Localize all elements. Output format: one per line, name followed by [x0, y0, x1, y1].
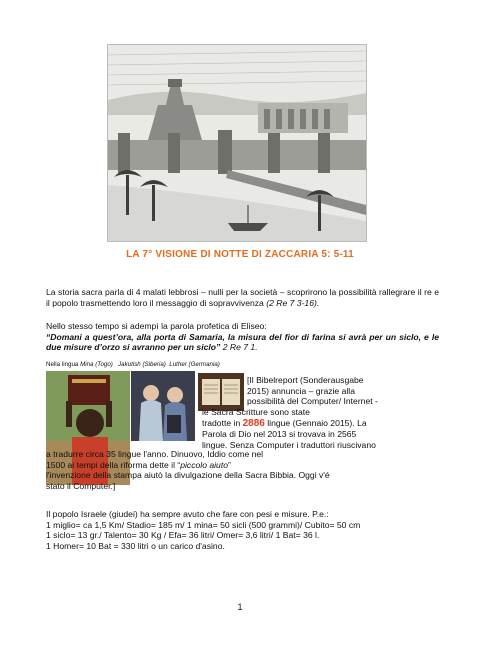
- bibelreport-line-5: [202, 418, 439, 430]
- bibelreport-line-1: [Il Bibelreport (Sonderausgabe: [247, 375, 364, 385]
- caption-jakutish: Jakutish (Siberia): [118, 361, 166, 368]
- luther-bible-photo: [198, 373, 244, 411]
- bibelreport-line-8: a tradurre circa 35 lingue l'anno. Dinuovo, Iddio come nel: [46, 449, 264, 459]
- page-number: 1: [237, 602, 243, 612]
- paragraph-lepers: [46, 287, 439, 308]
- bible-reference: (2 Re 7 3-16).: [266, 297, 320, 308]
- bibelreport-line-5-pre: tradotte in: [202, 417, 243, 428]
- bibelreport-line-7: lingue. Senza Computer i traduttori riuscivano: [202, 439, 376, 450]
- prophecy-quote: “Domani a quest’ora, alla porta di Samaria, la misura del fior di farina si avrà per un siclo, e le due misure d’orzo si avranno per un siclo”: [46, 331, 439, 353]
- bibelreport-line-9-post: ”: [228, 459, 231, 470]
- caption-mina-prefix: Nella lingua: [46, 361, 81, 368]
- bibelreport-line-2: 2015) annuncia – grazie alla: [247, 385, 355, 396]
- caption-luther: Luther (Germania): [169, 361, 220, 368]
- siberian-women-photo: [131, 371, 195, 441]
- bibelreport-line-9: [46, 460, 439, 471]
- measures-intro: Il popolo Israele (giudei) ha sempre avuto che fare con pesi e misure. P.e.:: [46, 509, 329, 519]
- measures-line-3: 1 Homer= 10 Bat = 330 litri o un carico d'asino.: [46, 540, 225, 551]
- measures-line-1: 1 miglio= ca 1,5 Km/ Stadio= 185 m/ 1 mina= 50 sicli (500 grammi)/ Cubito= 50 cm: [46, 519, 361, 530]
- languages-count: 2886: [242, 417, 265, 429]
- photo-caption: [46, 361, 296, 368]
- caption-mina: Mina (Togo): [80, 361, 113, 368]
- measures-line-2: 1 siclo= 13 gr./ Talento= 30 Kg / Efa= 36 litri/ Omer= 3,6 litri/ 1 Bat= 36 l.: [46, 530, 320, 541]
- bibelreport-line-10: l'invenzione della stampa aiutò la divulgazione della Sacra Bibbia. Oggi v'é: [46, 470, 330, 481]
- city-engraving-image: [107, 44, 367, 242]
- prophecy-reference: 2 Re 7 1.: [222, 342, 258, 353]
- bibelreport-line-6: Parola di Dio nel 2013 si trovava in 2565: [202, 429, 357, 440]
- bibelreport-line-4: le Sacra Scritture sono state: [202, 407, 310, 417]
- small-help-phrase: piccolo aiuto: [180, 459, 229, 470]
- measures-paragraph: [46, 509, 439, 551]
- paragraph-lepers-text: La storia sacra parla di 4 malati lebbrosi – nulli per la società – scoprirono la possibilità rallegrare il re e il popolo trasmettendo loro il messaggio di sopravvivenza: [46, 287, 439, 308]
- bibelreport-line-5-post: lingue (Gennaio 2015). La: [264, 417, 367, 428]
- bibelreport-text: [247, 375, 439, 407]
- bibelreport-line-3: possibilità del Computer/ Internet -: [247, 396, 378, 407]
- paragraph-eliseo-intro: Nello stesso tempo si adempì la parola profetica di Eliseo:: [46, 321, 267, 331]
- bibelreport-line-11: stato il Computer.]: [46, 480, 116, 491]
- bibelreport-line-9-pre: 1500 ai tempi della riforma dette il “: [46, 459, 181, 470]
- paragraph-eliseo: [46, 321, 439, 353]
- bibelreport-text-full: [46, 449, 439, 491]
- section-title: LA 7° VISIONE DI NOTTE DI ZACCARIA 5: 5-11: [126, 249, 354, 260]
- bibelreport-text-continued: [202, 407, 439, 450]
